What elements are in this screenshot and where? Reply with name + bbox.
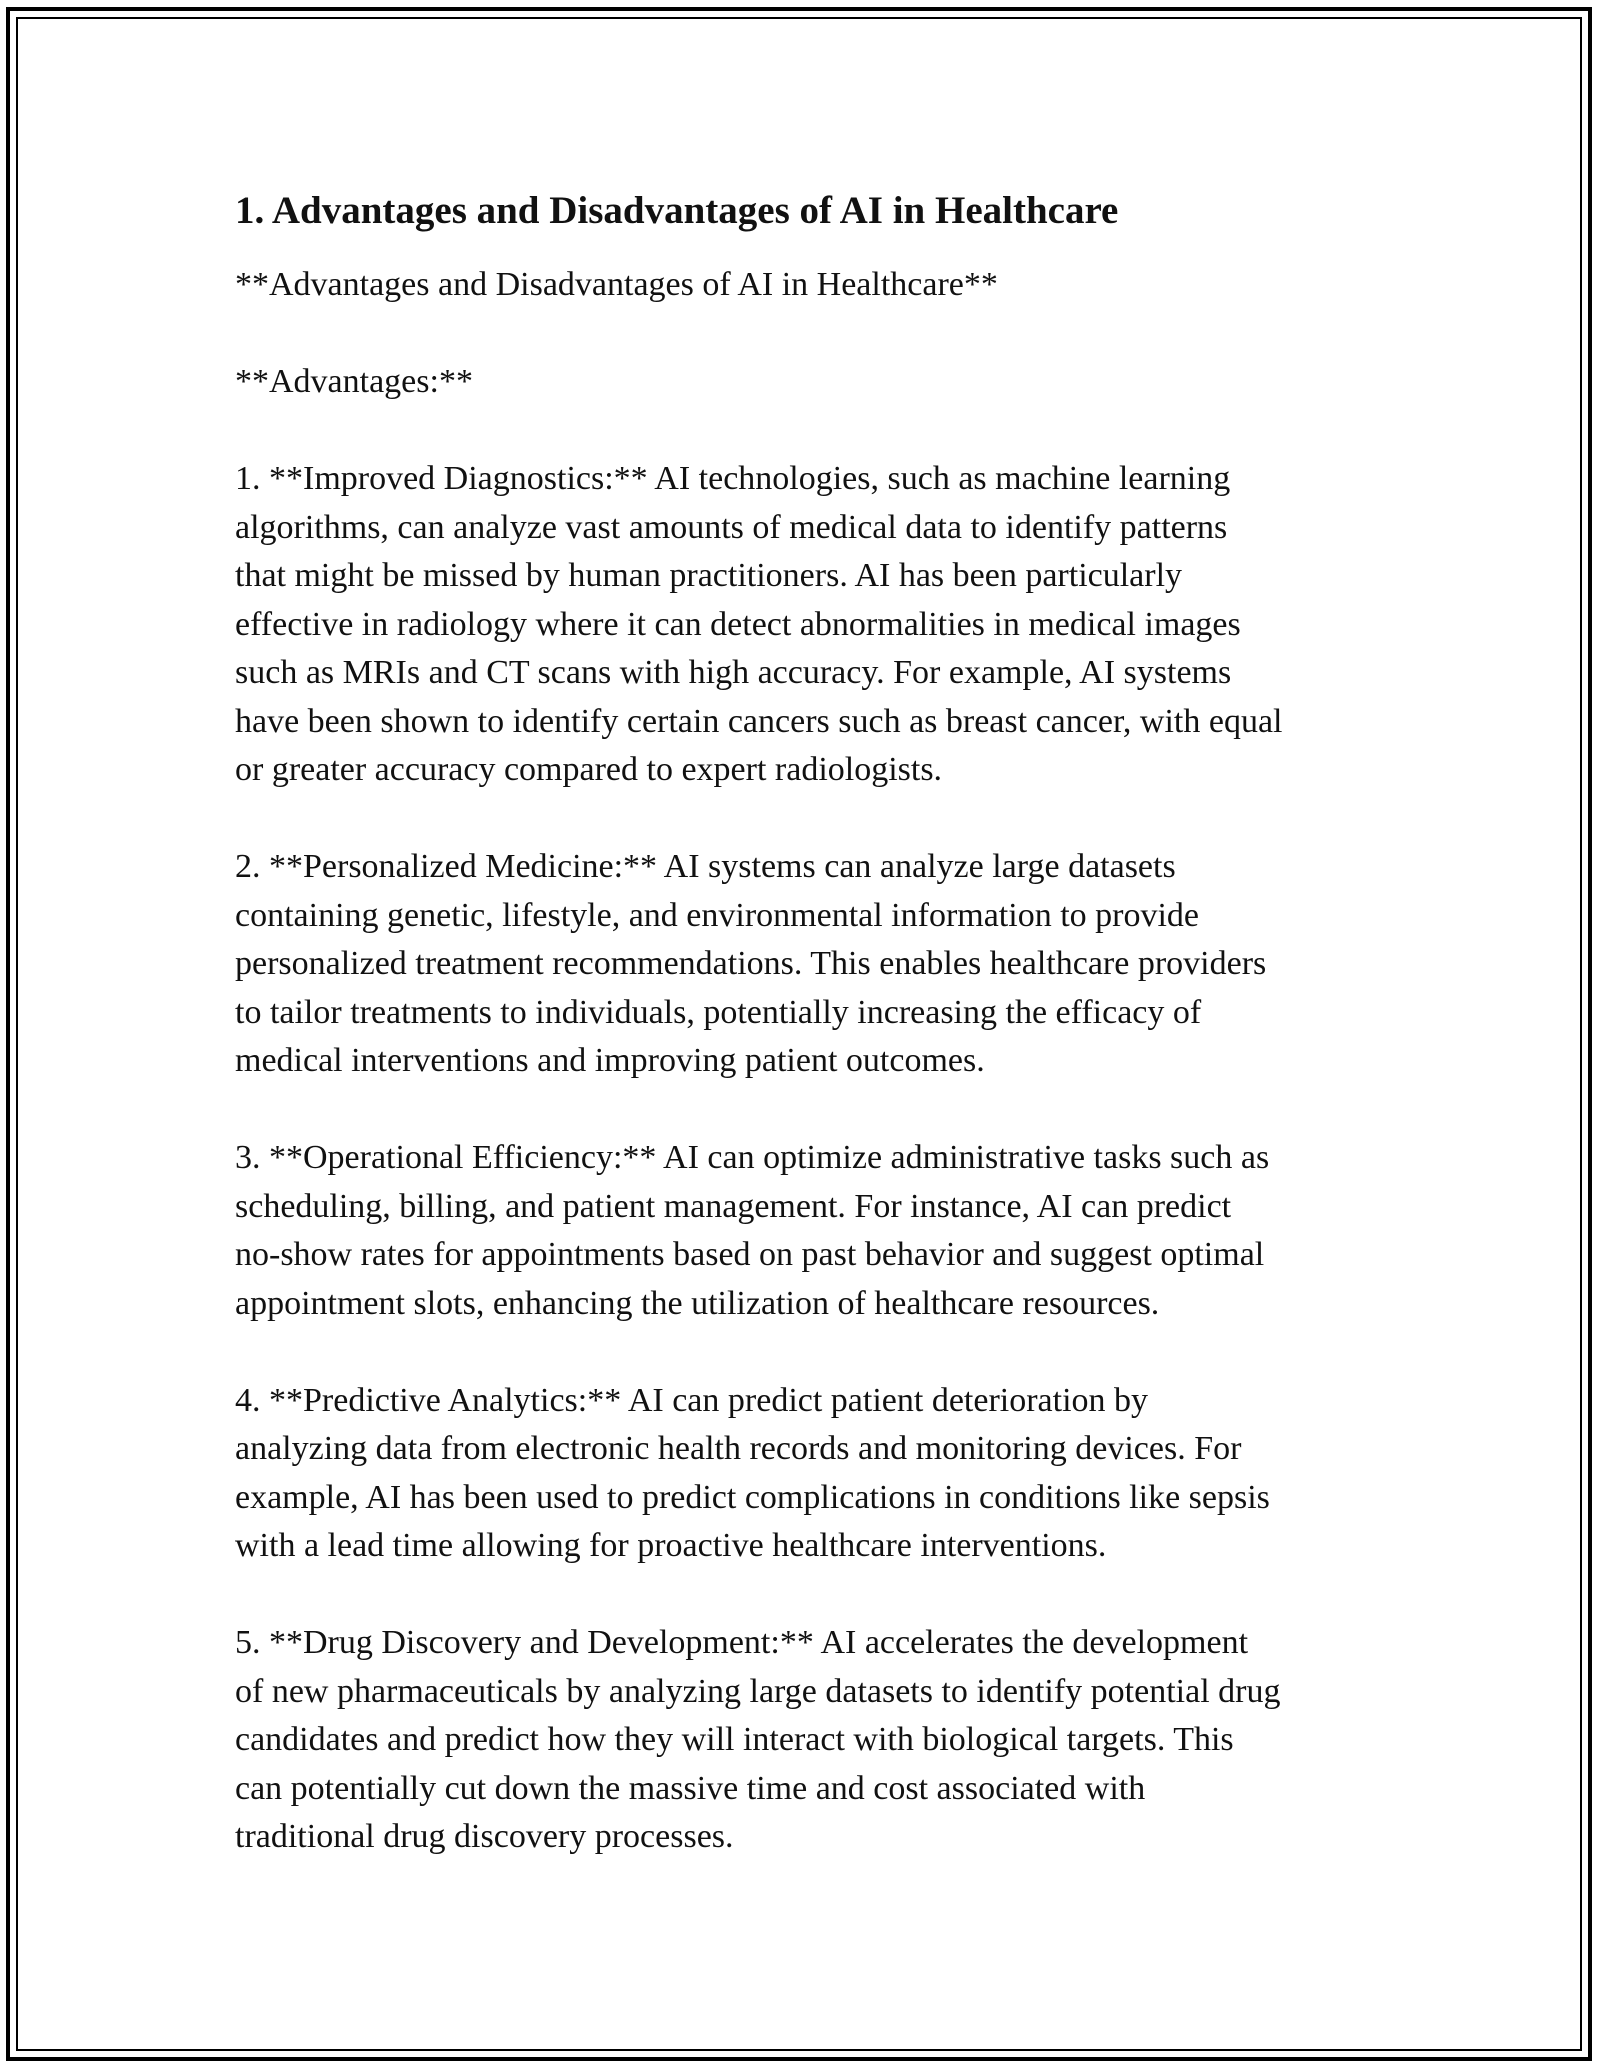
document-subtitle: **Advantages and Disadvantages of AI in Healthcare** xyxy=(235,266,998,303)
document-title: 1. Advantages and Disadvantages of AI in Healthcare xyxy=(235,189,1119,232)
list-item-personalized-medicine: 2. **Personalized Medicine:** AI systems can analyze large datasets containing genetic, lifestyle, and environmental information to provide personalized treatment recommendations. This enables healthcare providers to tailor treatments to individuals, potentially increasing the efficacy of medical interventions and improving patient outcomes. xyxy=(235,848,1267,1079)
list-item-operational-efficiency: 3. **Operational Efficiency:** AI can optimize administrative tasks such as scheduling, billing, and patient management. For instance, AI can predict no-show rates for appointments based on past behavior and suggest optimal appointment slots, enhancing the utilization of healthcare resources. xyxy=(235,1139,1270,1322)
list-item-predictive-analytics: 4. **Predictive Analytics:** AI can predict patient deterioration by analyzing data from electronic health records and monitoring devices. For example, AI has been used to predict complications in conditions like sepsis with a lead time allowing for proactive healthcare interventions. xyxy=(235,1381,1270,1564)
list-item-improved-diagnostics: 1. **Improved Diagnostics:** AI technologies, such as machine learning algorithms, can analyze vast amounts of medical data to identify patterns that might be missed by human practitioners. AI has been particularly effective in radiology where it can detect abnormalities in medical images such as MRIs and CT scans with high accuracy. For example, AI systems have been shown to identify certain cancers such as breast cancer, with equal or greater accuracy compared to expert radiologists. xyxy=(235,460,1283,788)
document-body xyxy=(235,185,1375,1910)
advantages-heading: **Advantages:** xyxy=(235,363,473,400)
list-item-drug-discovery: 5. **Drug Discovery and Development:** AI accelerates the development of new pharmaceuticals by analyzing large datasets to identify potential drug candidates and predict how they will interact with biological targets. This can potentially cut down the massive time and cost associated with traditional drug discovery processes. xyxy=(235,1624,1281,1855)
